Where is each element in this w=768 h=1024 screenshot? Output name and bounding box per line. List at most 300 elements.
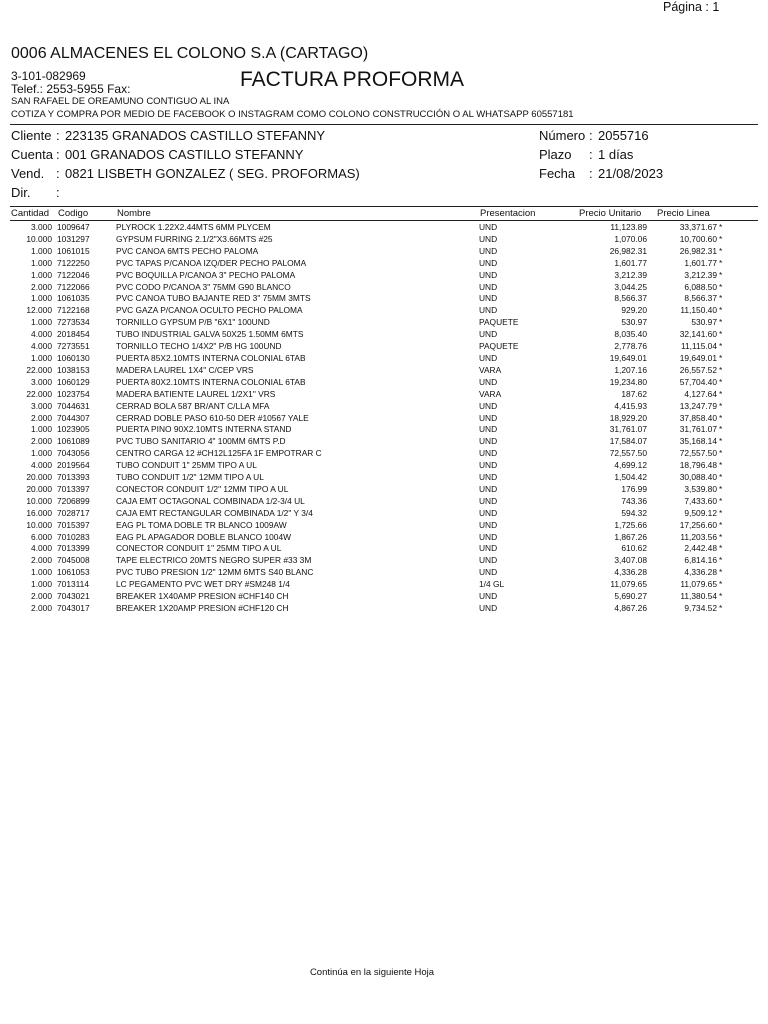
- quantity-cell: 1.000: [31, 448, 52, 459]
- code-cell: 7045008: [57, 555, 90, 566]
- colon: :: [56, 147, 60, 162]
- code-cell: 7122066: [57, 281, 90, 292]
- colon: :: [589, 147, 593, 162]
- items-table-body: [10, 222, 729, 615]
- presentation-cell: UND: [479, 269, 498, 280]
- line-price-cell: 4,336.28: [684, 567, 717, 578]
- table-row: [10, 389, 729, 401]
- col-header-presentacion: Presentacion: [480, 208, 536, 219]
- unit-price-cell: 743.36: [621, 495, 647, 506]
- item-name-cell: CERRAD BOLA 587 BR/ANT C/LLA MFA: [116, 400, 270, 411]
- table-row: [10, 305, 729, 317]
- presentation-cell: UND: [479, 591, 498, 602]
- code-cell: 1061089: [57, 436, 90, 447]
- presentation-cell: UND: [479, 257, 498, 268]
- vend-value: 0821 LISBETH GONZALEZ ( SEG. PROFORMAS): [65, 166, 360, 181]
- item-name-cell: PVC TAPAS P/CANOA IZQ/DER PECHO PALOMA: [116, 257, 307, 268]
- table-row: [10, 484, 729, 496]
- item-name-cell: PUERTA 85X2.10MTS INTERNA COLONIAL 6TAB: [116, 352, 306, 363]
- item-name-cell: PVC TUBO SANITARIO 4" 100MM 6MTS P.D: [116, 436, 286, 447]
- line-price-cell: 72,557.50: [679, 448, 717, 459]
- line-price-cell: 9,734.52: [684, 603, 717, 613]
- item-name-cell: CONECTOR CONDUIT 1" 25MM TIPO A UL: [116, 543, 282, 554]
- code-cell: 7010283: [57, 531, 90, 542]
- unit-price-cell: 1,867.26: [614, 531, 647, 542]
- quantity-cell: 2.000: [31, 436, 52, 447]
- page-number: Página : 1: [663, 0, 720, 14]
- table-row: [10, 222, 729, 234]
- code-cell: 1061053: [57, 567, 90, 578]
- code-cell: 7122046: [57, 269, 90, 280]
- quantity-cell: 1.000: [31, 293, 52, 304]
- tax-mark-cell: *: [719, 436, 723, 447]
- table-row: [10, 341, 729, 353]
- continuation-note: Continúa en la siguiente Hoja: [309, 967, 435, 978]
- quantity-cell: 10.000: [26, 495, 52, 506]
- table-row: [10, 555, 729, 567]
- quantity-cell: 1.000: [31, 567, 52, 578]
- items-table: [10, 222, 729, 615]
- quantity-cell: 1.000: [31, 317, 52, 328]
- tax-mark-cell: *: [719, 341, 723, 352]
- line-price-cell: 26,557.52: [679, 364, 717, 375]
- line-price-cell: 6,814.16: [684, 555, 717, 566]
- dir-label: Dir.: [11, 185, 31, 200]
- item-name-cell: PVC CANOA 6MTS PECHO PALOMA: [116, 245, 259, 256]
- item-name-cell: PVC CANOA TUBO BAJANTE RED 3" 75MM 3MTS: [116, 293, 311, 304]
- tax-mark-cell: *: [719, 412, 723, 423]
- table-row: [10, 472, 729, 484]
- table-row: [10, 520, 729, 532]
- unit-price-cell: 176.99: [621, 483, 647, 494]
- plazo-label: Plazo: [539, 147, 572, 162]
- presentation-cell: UND: [479, 222, 498, 232]
- info-row-direccion: [11, 185, 756, 203]
- col-header-nombre: Nombre: [117, 208, 151, 219]
- code-cell: 1061035: [57, 293, 90, 304]
- unit-price-cell: 187.62: [621, 388, 647, 399]
- tax-mark-cell: *: [719, 233, 723, 244]
- quantity-cell: 2.000: [31, 591, 52, 602]
- presentation-cell: UND: [479, 567, 498, 578]
- tax-mark-cell: *: [719, 507, 723, 518]
- code-cell: 7043021: [57, 591, 90, 602]
- table-row: [10, 246, 729, 258]
- line-price-cell: 37,858.40: [679, 412, 717, 423]
- colon: :: [56, 166, 60, 181]
- code-cell: 7044307: [57, 412, 90, 423]
- quantity-cell: 12.000: [26, 305, 52, 316]
- line-price-cell: 19,649.01: [679, 352, 717, 363]
- presentation-cell: VARA: [479, 388, 502, 399]
- item-name-cell: PVC TUBO PRESION 1/2" 12MM 6MTS S40 BLANC: [116, 567, 314, 578]
- code-cell: 1023754: [57, 388, 90, 399]
- presentation-cell: UND: [479, 460, 498, 471]
- unit-price-cell: 31,761.07: [609, 424, 647, 435]
- item-name-cell: BREAKER 1X20AMP PRESION #CHF120 CH: [116, 603, 289, 613]
- item-name-cell: PUERTA PINO 90X2.10MTS INTERNA STAND: [116, 424, 292, 435]
- presentation-cell: VARA: [479, 364, 502, 375]
- unit-price-cell: 1,207.16: [614, 364, 647, 375]
- quantity-cell: 2.000: [31, 412, 52, 423]
- quantity-cell: 1.000: [31, 352, 52, 363]
- tax-mark-cell: *: [719, 269, 723, 280]
- tax-mark-cell: *: [719, 531, 723, 542]
- colon: :: [589, 166, 593, 181]
- table-row: [10, 543, 729, 555]
- table-row: [10, 448, 729, 460]
- unit-price-cell: 26,982.31: [609, 245, 647, 256]
- line-price-cell: 6,088.50: [684, 281, 717, 292]
- item-name-cell: PLYROCK 1.22X2.44MTS 6MM PLYCEM: [116, 222, 271, 232]
- tax-mark-cell: *: [719, 293, 723, 304]
- unit-price-cell: 3,044.25: [614, 281, 647, 292]
- unit-price-cell: 11,123.89: [610, 222, 647, 232]
- presentation-cell: UND: [479, 555, 498, 566]
- quantity-cell: 1.000: [31, 245, 52, 256]
- store-address: SAN RAFAEL DE OREAMUNO CONTIGUO AL INA: [11, 96, 230, 107]
- line-price-cell: 7,433.60: [684, 495, 717, 506]
- line-price-cell: 4,127.64: [684, 388, 717, 399]
- line-price-cell: 3,539.80: [684, 483, 717, 494]
- tax-mark-cell: *: [719, 448, 723, 459]
- quantity-cell: 10.000: [26, 233, 52, 244]
- quantity-cell: 3.000: [31, 400, 52, 411]
- quantity-cell: 1.000: [31, 257, 52, 268]
- line-price-cell: 33,371.67: [679, 222, 717, 232]
- tax-mark-cell: *: [719, 222, 723, 232]
- table-row: [10, 532, 729, 544]
- line-price-cell: 2,442.48: [684, 543, 717, 554]
- table-row: [10, 234, 729, 246]
- table-row: [10, 591, 729, 603]
- code-cell: 1023905: [57, 424, 90, 435]
- unit-price-cell: 594.32: [621, 507, 647, 518]
- line-price-cell: 17,256.60: [679, 519, 717, 530]
- line-price-cell: 32,141.60: [679, 329, 717, 340]
- quantity-cell: 16.000: [26, 507, 52, 518]
- line-price-cell: 13,247.79: [679, 400, 717, 411]
- colon: :: [56, 185, 60, 200]
- quantity-cell: 1.000: [31, 579, 52, 590]
- item-name-cell: GYPSUM FURRING 2.1/2"X3.66MTS #25: [116, 233, 273, 244]
- line-price-cell: 11,203.56: [680, 531, 717, 542]
- presentation-cell: UND: [479, 305, 498, 316]
- table-row: [10, 293, 729, 305]
- item-name-cell: TAPE ELECTRICO 20MTS NEGRO SUPER #33 3M: [116, 555, 312, 566]
- table-row: [10, 353, 729, 365]
- unit-price-cell: 4,867.26: [614, 603, 647, 613]
- unit-price-cell: 4,415.93: [614, 400, 647, 411]
- quantity-cell: 20.000: [26, 483, 52, 494]
- item-name-cell: CERRAD DOBLE PASO 610-50 DER #10567 YALE: [116, 412, 309, 423]
- item-name-cell: LC PEGAMENTO PVC WET DRY #SM248 1/4: [116, 579, 290, 590]
- tax-mark-cell: *: [719, 483, 723, 494]
- table-row: [10, 377, 729, 389]
- cliente-value: 223135 GRANADOS CASTILLO STEFANNY: [65, 128, 326, 143]
- tax-mark-cell: *: [719, 400, 723, 411]
- item-name-cell: MADERA LAUREL 1X4" C/CEP VRS: [116, 364, 254, 375]
- line-price-cell: 26,982.31: [679, 245, 717, 256]
- tax-mark-cell: *: [719, 424, 723, 435]
- line-price-cell: 9,509.12: [684, 507, 717, 518]
- table-row: [10, 460, 729, 472]
- quantity-cell: 1.000: [31, 269, 52, 280]
- presentation-cell: UND: [479, 245, 498, 256]
- fecha-value: 21/08/2023: [598, 166, 664, 181]
- presentation-cell: UND: [479, 507, 498, 518]
- table-row: [10, 413, 729, 425]
- table-top-divider: [10, 206, 758, 207]
- line-price-cell: 30,088.40: [679, 472, 717, 483]
- code-cell: 7122250: [57, 257, 90, 268]
- table-row: [10, 567, 729, 579]
- unit-price-cell: 530.97: [621, 317, 647, 328]
- tax-id: 3-101-082969: [11, 69, 86, 83]
- item-name-cell: CENTRO CARGA 12 #CH12L125FA 1F EMPOTRAR C: [116, 448, 322, 459]
- unit-price-cell: 11,079.65: [610, 579, 647, 590]
- unit-price-cell: 929.20: [621, 305, 647, 316]
- presentation-cell: UND: [479, 233, 498, 244]
- quantity-cell: 2.000: [31, 281, 52, 292]
- vend-label: Vend.: [11, 166, 45, 181]
- info-row-cuenta: [11, 147, 756, 165]
- tax-mark-cell: *: [719, 245, 723, 256]
- unit-price-cell: 19,234.80: [609, 376, 647, 387]
- tax-mark-cell: *: [719, 591, 723, 602]
- code-cell: 7013397: [57, 483, 90, 494]
- code-cell: 1031297: [57, 233, 90, 244]
- tax-mark-cell: *: [719, 305, 723, 316]
- info-row-vendedor: [11, 166, 756, 184]
- item-name-cell: TUBO INDUSTRIAL GALVA 50X25 1.50MM 6MTS: [116, 329, 304, 340]
- line-price-cell: 11,150.40: [680, 305, 717, 316]
- cliente-label: Cliente: [11, 128, 52, 143]
- code-cell: 1061015: [57, 245, 90, 256]
- item-name-cell: TUBO CONDUIT 1" 25MM TIPO A UL: [116, 460, 257, 471]
- presentation-cell: UND: [479, 376, 498, 387]
- tax-mark-cell: *: [719, 543, 723, 554]
- line-price-cell: 35,168.14: [679, 436, 717, 447]
- unit-price-cell: 4,336.28: [614, 567, 647, 578]
- code-cell: 1060130: [57, 352, 90, 363]
- item-name-cell: TORNILLO GYPSUM P/B "6X1" 100UND: [116, 317, 270, 328]
- code-cell: 7206899: [57, 495, 90, 506]
- presentation-cell: PAQUETE: [479, 317, 519, 328]
- table-row: [10, 401, 729, 413]
- numero-value: 2055716: [598, 128, 649, 143]
- unit-price-cell: 5,690.27: [614, 591, 647, 602]
- presentation-cell: UND: [479, 603, 498, 613]
- tax-mark-cell: *: [719, 579, 723, 590]
- line-price-cell: 1,601.77: [684, 257, 717, 268]
- code-cell: 1060129: [57, 376, 90, 387]
- line-price-cell: 31,761.07: [679, 424, 717, 435]
- quantity-cell: 1.000: [31, 424, 52, 435]
- line-price-cell: 530.97: [691, 317, 717, 328]
- plazo-value: 1 días: [598, 147, 634, 162]
- quantity-cell: 2.000: [31, 603, 52, 613]
- tax-mark-cell: *: [719, 281, 723, 292]
- presentation-cell: UND: [479, 424, 498, 435]
- quantity-cell: 10.000: [26, 519, 52, 530]
- company-name: 0006 ALMACENES EL COLONO S.A (CARTAGO): [11, 45, 369, 62]
- item-name-cell: TUBO CONDUIT 1/2" 12MM TIPO A UL: [116, 472, 264, 483]
- code-cell: 7122168: [57, 305, 90, 316]
- code-cell: 7044631: [57, 400, 90, 411]
- presentation-cell: 1/4 GL: [479, 579, 505, 590]
- quantity-cell: 4.000: [31, 543, 52, 554]
- info-row-cliente: [11, 128, 756, 146]
- presentation-cell: UND: [479, 519, 498, 530]
- fecha-label: Fecha: [539, 166, 576, 181]
- promo-text: COTIZA Y COMPRA POR MEDIO DE FACEBOOK O INSTAGRAM COMO COLONO CONSTRUCCIÓN O AL WHATSAPP 60557181: [11, 109, 574, 120]
- presentation-cell: UND: [479, 281, 498, 292]
- document-title: FACTURA PROFORMA: [240, 68, 465, 91]
- item-name-cell: PVC GAZA P/CANOA OCULTO PECHO PALOMA: [116, 305, 303, 316]
- table-row: [10, 603, 729, 615]
- presentation-cell: UND: [479, 436, 498, 447]
- line-price-cell: 10,700.60: [679, 233, 717, 244]
- unit-price-cell: 8,566.37: [614, 293, 647, 304]
- item-name-cell: CONECTOR CONDUIT 1/2" 12MM TIPO A UL: [116, 483, 289, 494]
- presentation-cell: UND: [479, 293, 498, 304]
- code-cell: 7013114: [57, 579, 89, 590]
- presentation-cell: UND: [479, 329, 498, 340]
- table-header-divider: [10, 220, 758, 221]
- unit-price-cell: 8,035.40: [614, 329, 647, 340]
- line-price-cell: 3,212.39: [684, 269, 717, 280]
- table-row: [10, 258, 729, 270]
- table-row: [10, 282, 729, 294]
- code-cell: 2019564: [57, 460, 90, 471]
- table-row: [10, 436, 729, 448]
- unit-price-cell: 17,584.07: [609, 436, 647, 447]
- presentation-cell: UND: [479, 448, 498, 459]
- tax-mark-cell: *: [719, 495, 723, 506]
- quantity-cell: 2.000: [31, 555, 52, 566]
- quantity-cell: 3.000: [31, 376, 52, 387]
- line-price-cell: 11,380.54: [680, 591, 717, 602]
- col-header-precio-linea: Precio Linea: [657, 208, 710, 219]
- unit-price-cell: 1,070.06: [614, 233, 647, 244]
- numero-label: Número: [539, 128, 586, 143]
- table-row: [10, 579, 729, 591]
- tax-mark-cell: *: [719, 376, 723, 387]
- line-price-cell: 8,566.37: [684, 293, 717, 304]
- line-price-cell: 11,079.65: [680, 579, 717, 590]
- presentation-cell: UND: [479, 472, 498, 483]
- presentation-cell: UND: [479, 543, 498, 554]
- unit-price-cell: 1,504.42: [614, 472, 647, 483]
- presentation-cell: UND: [479, 495, 498, 506]
- quantity-cell: 3.000: [31, 222, 52, 232]
- table-row: [10, 496, 729, 508]
- item-name-cell: CAJA EMT RECTANGULAR COMBINADA 1/2" Y 3/4: [116, 507, 313, 518]
- quantity-cell: 22.000: [26, 364, 52, 375]
- item-name-cell: PVC BOQUILLA P/CANOA 3" PECHO PALOMA: [116, 269, 296, 280]
- tax-mark-cell: *: [719, 364, 723, 375]
- cuenta-label: Cuenta: [11, 147, 53, 162]
- table-row: [10, 365, 729, 377]
- tax-mark-cell: *: [719, 472, 723, 483]
- code-cell: 7273534: [57, 317, 90, 328]
- unit-price-cell: 18,929.20: [609, 412, 647, 423]
- col-header-precio-unitario: Precio Unitario: [579, 208, 642, 219]
- unit-price-cell: 610.62: [621, 543, 647, 554]
- tax-mark-cell: *: [719, 555, 723, 566]
- item-name-cell: PUERTA 80X2.10MTS INTERNA COLONIAL 6TAB: [116, 376, 306, 387]
- line-price-cell: 57,704.40: [679, 376, 717, 387]
- item-name-cell: EAG PL APAGADOR DOBLE BLANCO 1004W: [116, 531, 292, 542]
- cuenta-value: 001 GRANADOS CASTILLO STEFANNY: [65, 147, 304, 162]
- tax-mark-cell: *: [719, 603, 723, 613]
- table-row: [10, 317, 729, 329]
- tax-mark-cell: *: [719, 352, 723, 363]
- item-name-cell: MADERA BATIENTE LAUREL 1/2X1" VRS: [116, 388, 276, 399]
- unit-price-cell: 72,557.50: [609, 448, 647, 459]
- presentation-cell: UND: [479, 400, 498, 411]
- code-cell: 7015397: [57, 519, 90, 530]
- code-cell: 7043017: [57, 603, 90, 613]
- code-cell: 7028717: [57, 507, 90, 518]
- unit-price-cell: 3,407.08: [614, 555, 647, 566]
- tax-mark-cell: *: [719, 519, 723, 530]
- presentation-cell: UND: [479, 483, 498, 494]
- code-cell: 7013393: [57, 472, 90, 483]
- quantity-cell: 20.000: [26, 472, 52, 483]
- code-cell: 1038153: [57, 364, 90, 375]
- code-cell: 7273551: [57, 341, 90, 352]
- quantity-cell: 4.000: [31, 460, 52, 471]
- unit-price-cell: 2,778.76: [614, 341, 647, 352]
- col-header-codigo: Codigo: [58, 208, 89, 219]
- phone-fax: Telef.: 2553-5955 Fax:: [11, 82, 131, 96]
- quantity-cell: 6.000: [31, 531, 52, 542]
- quantity-cell: 22.000: [26, 388, 52, 399]
- presentation-cell: UND: [479, 412, 498, 423]
- item-name-cell: CAJA EMT OCTAGONAL COMBINADA 1/2-3/4 UL: [116, 495, 305, 506]
- tax-mark-cell: *: [719, 567, 723, 578]
- unit-price-cell: 4,699.12: [614, 460, 647, 471]
- quantity-cell: 4.000: [31, 329, 52, 340]
- unit-price-cell: 1,725.66: [614, 519, 647, 530]
- tax-mark-cell: *: [719, 329, 723, 340]
- item-name-cell: TORNILLO TECHO 1/4X2" P/B HG 100UND: [116, 341, 282, 352]
- presentation-cell: PAQUETE: [479, 341, 519, 352]
- unit-price-cell: 3,212.39: [614, 269, 647, 280]
- table-row: [10, 329, 729, 341]
- table-row: [10, 270, 729, 282]
- item-name-cell: PVC CODO P/CANOA 3" 75MM G90 BLANCO: [116, 281, 291, 292]
- code-cell: 7043056: [57, 448, 90, 459]
- unit-price-cell: 1,601.77: [614, 257, 647, 268]
- code-cell: 7013399: [57, 543, 90, 554]
- item-name-cell: BREAKER 1X40AMP PRESION #CHF140 CH: [116, 591, 289, 602]
- tax-mark-cell: *: [719, 257, 723, 268]
- line-price-cell: 18,796.48: [679, 460, 717, 471]
- header-divider: [10, 124, 758, 125]
- tax-mark-cell: *: [719, 388, 723, 399]
- line-price-cell: 11,115.04: [680, 341, 717, 352]
- code-cell: 2018454: [57, 329, 90, 340]
- quantity-cell: 4.000: [31, 341, 52, 352]
- table-row: [10, 508, 729, 520]
- tax-mark-cell: *: [719, 460, 723, 471]
- col-header-cantidad: Cantidad: [11, 208, 50, 219]
- colon: :: [56, 128, 60, 143]
- presentation-cell: UND: [479, 352, 498, 363]
